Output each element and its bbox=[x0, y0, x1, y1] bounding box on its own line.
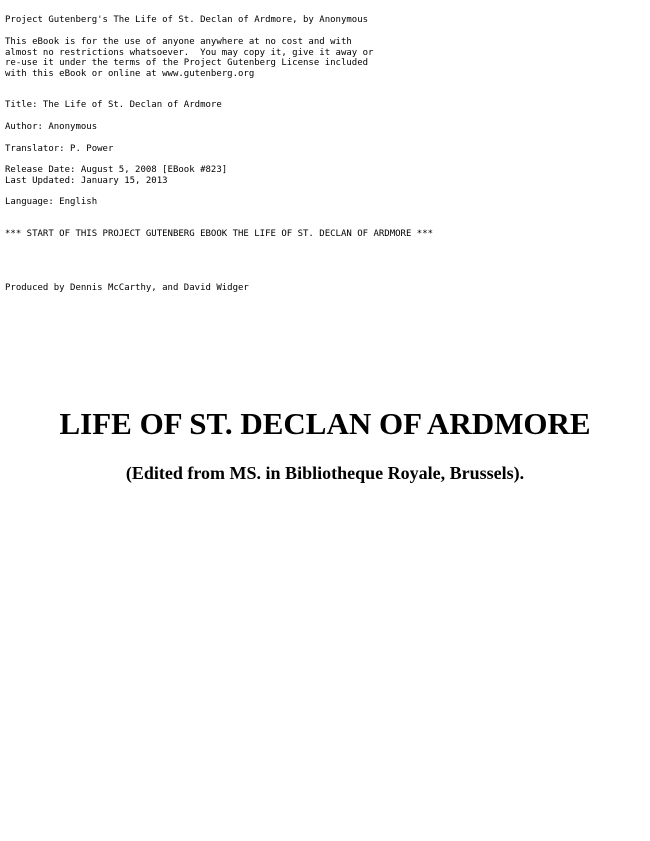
metadata-title: Title: The Life of St. Declan of Ardmore bbox=[5, 100, 222, 110]
metadata-author: Author: Anonymous bbox=[5, 122, 98, 132]
book-subtitle: (Edited from MS. in Bibliotheque Royale, Brussels). bbox=[125, 463, 525, 483]
ebook-start-marker: *** START OF THIS PROJECT GUTENBERG EBOOK THE LIFE OF ST. DECLAN OF ARDMORE *** bbox=[5, 229, 434, 239]
license-paragraph: This eBook is for the use of anyone anywhere at no cost and with almost no restrictions whatsoever. You may copy it, give it away or re-use it under the terms of the Project Gutenberg License included with this eBook or online at www.gutenberg.org bbox=[5, 37, 374, 79]
metadata-release-dates: Release Date: August 5, 2008 [EBook #823] Last Updated: January 15, 2013 bbox=[5, 165, 228, 186]
metadata-language: Language: English bbox=[5, 197, 98, 207]
gutenberg-header-line: Project Gutenberg's The Life of St. Declan of Ardmore, by Anonymous bbox=[5, 15, 369, 25]
book-title: LIFE OF ST. DECLAN OF ARDMORE bbox=[59, 406, 591, 441]
metadata-translator: Translator: P. Power bbox=[5, 144, 114, 154]
produced-by-credit: Produced by Dennis McCarthy, and David Widger bbox=[5, 283, 249, 293]
